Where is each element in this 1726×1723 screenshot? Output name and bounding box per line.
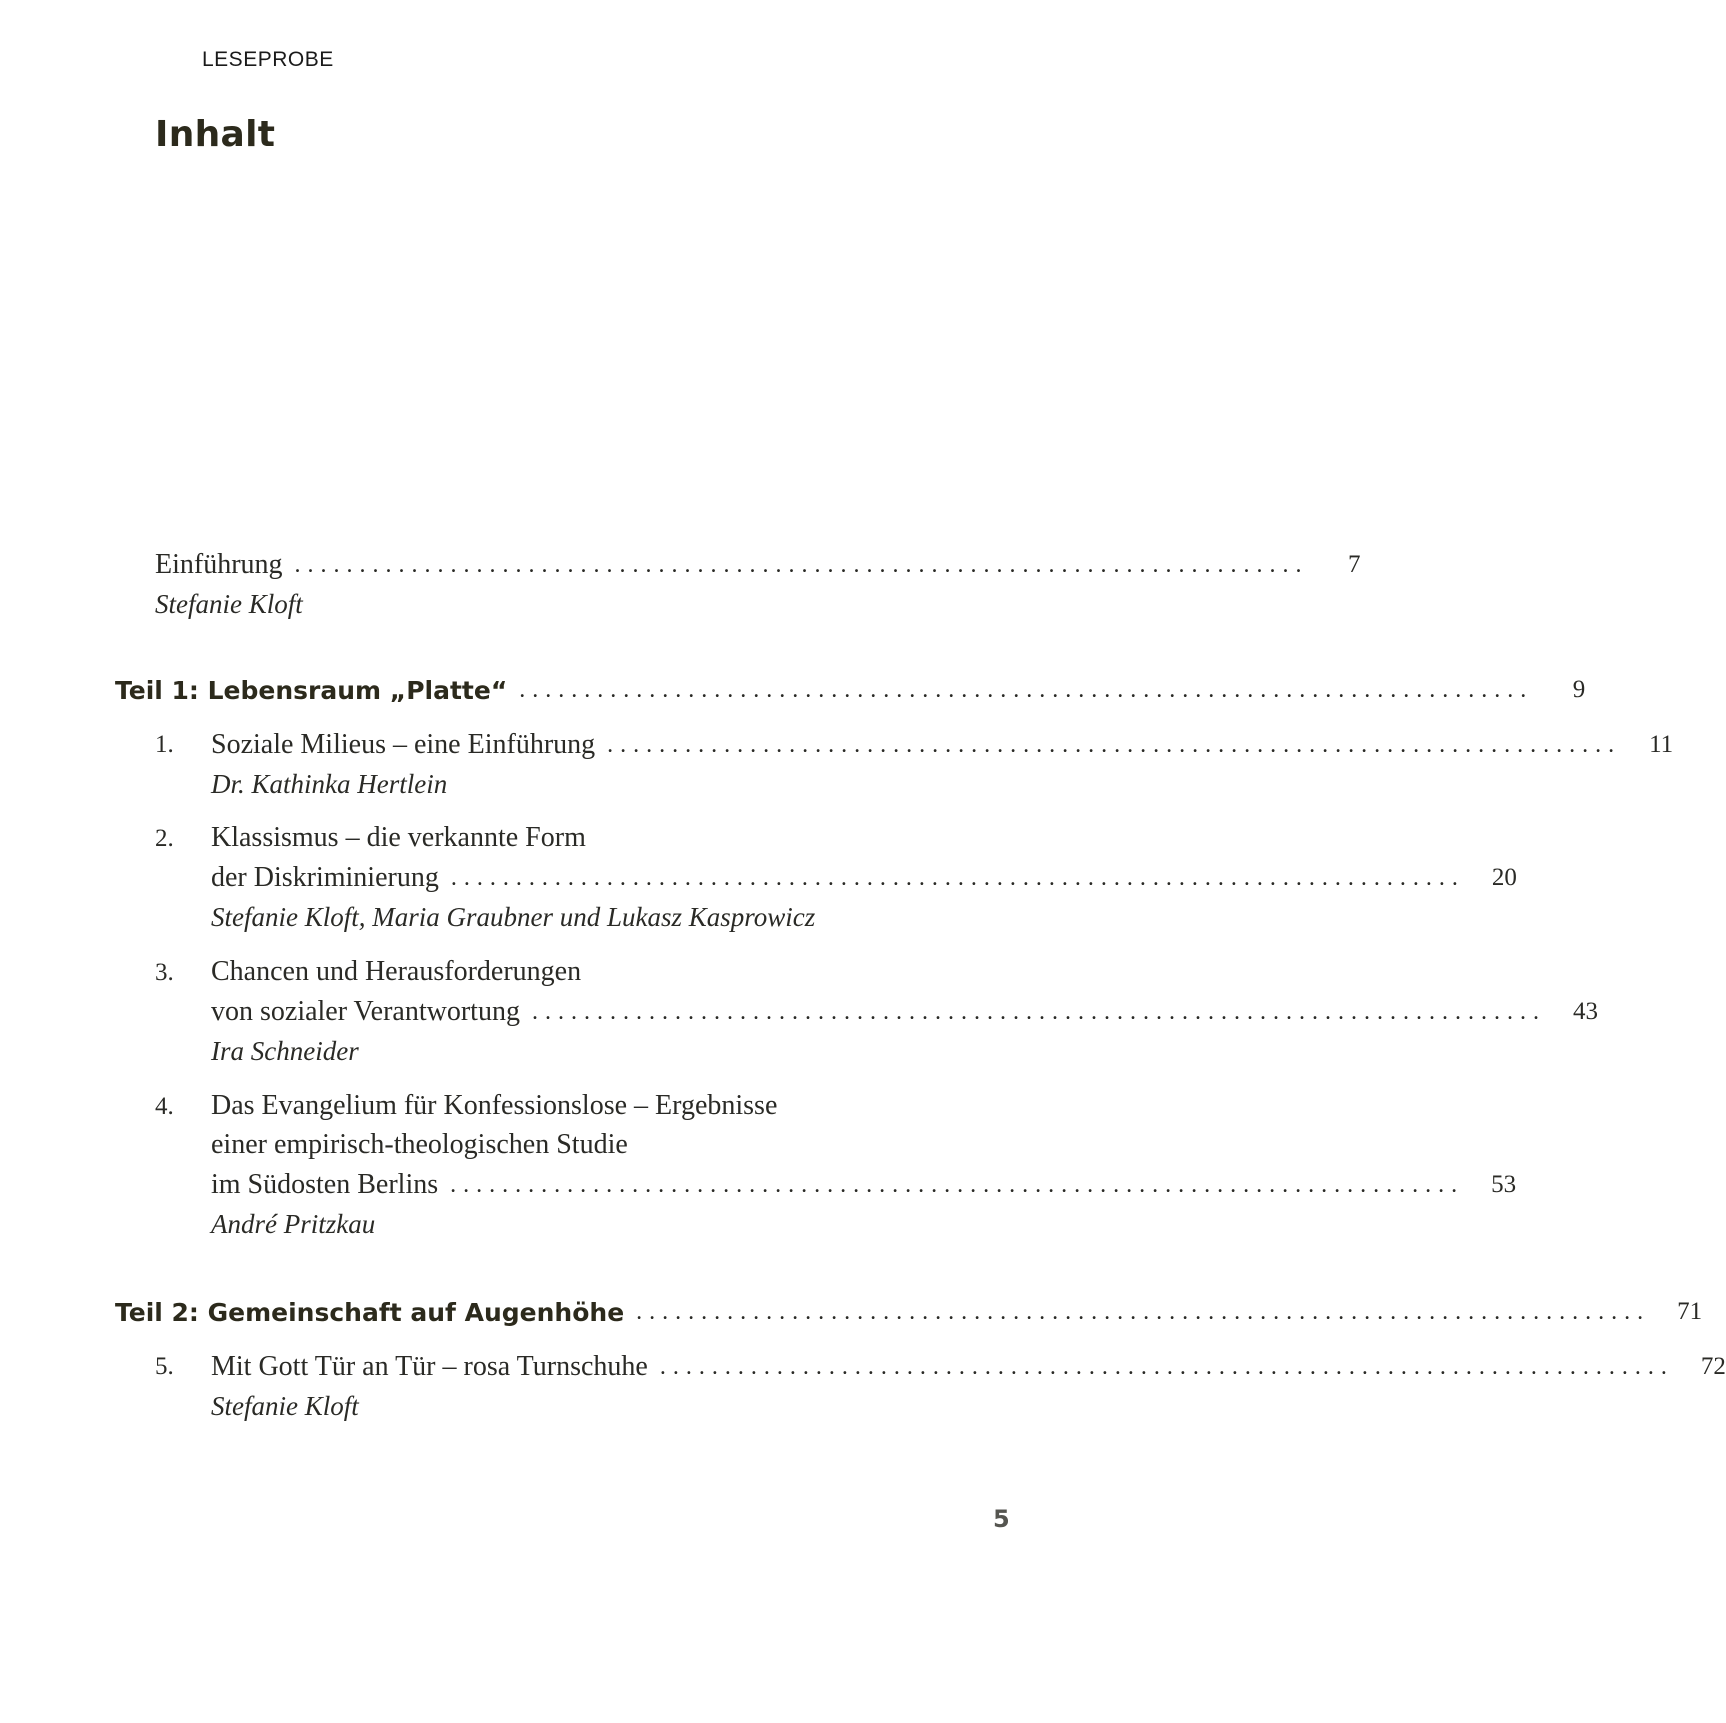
toc-chapter-number-line — [155, 952, 581, 992]
toc-part-title: Teil 1: Lebensraum „Platte“ — [115, 675, 508, 705]
toc-chapter-3[interactable] — [211, 992, 1598, 1032]
toc-chapter-author: Stefanie Kloft, Maria Graubner und Lukasz Kasprowicz — [211, 902, 816, 932]
toc-chapter-number: 2. — [155, 825, 174, 852]
toc-chapter-title-line: von sozialer Verantwortung — [211, 996, 520, 1027]
toc-chapter-4[interactable] — [211, 1165, 1517, 1205]
toc-chapter-title: Mit Gott Tür an Tür – rosa Turnschuhe — [211, 1351, 648, 1382]
dot-leader: .............................................................................. — [450, 864, 1465, 891]
toc-page-number: 11 — [1649, 731, 1674, 758]
dot-leader: .............................................................................. — [531, 998, 1546, 1025]
toc-chapter-number: 5. — [155, 1353, 174, 1380]
toc-chapter-number: 1. — [155, 731, 174, 758]
dot-leader: .............................................................................. — [294, 551, 1309, 578]
toc-part-2[interactable] — [115, 1292, 1703, 1332]
toc-page-number: 20 — [1491, 864, 1517, 891]
toc-page-number: 43 — [1572, 998, 1598, 1025]
toc-entry-title: Einführung — [155, 549, 283, 580]
toc-chapter-title: Soziale Milieus – eine Einführung — [211, 729, 596, 760]
toc-chapter-title-line: der Diskriminierung — [211, 862, 439, 893]
toc-page-number: 72 — [1700, 1353, 1726, 1380]
toc-chapter-number: 3. — [155, 959, 174, 986]
dot-leader: .............................................................................. — [519, 676, 1534, 703]
toc-chapter-1[interactable] — [155, 725, 1674, 765]
toc-chapter-2[interactable] — [211, 858, 1517, 898]
toc-page-number: 9 — [1572, 676, 1586, 703]
toc-page-number: 53 — [1491, 1171, 1517, 1198]
dot-leader: .............................................................................. — [659, 1353, 1674, 1380]
dot-leader: .............................................................................. — [607, 731, 1622, 758]
toc-chapter-author: Stefanie Kloft — [211, 1391, 359, 1421]
toc-chapter-number: 4. — [155, 1093, 174, 1120]
page-number: 5 — [993, 1505, 1010, 1533]
toc-page-number: 7 — [1348, 551, 1361, 578]
toc-entry-introduction[interactable] — [155, 545, 1361, 585]
toc-page-number: 71 — [1677, 1298, 1703, 1325]
dot-leader: .............................................................................. — [450, 1171, 1465, 1198]
toc-chapter-title-line: Das Evangelium für Konfessionslose – Ergebnisse — [211, 1090, 778, 1121]
toc-chapter-title-line: Chancen und Herausforderungen — [211, 956, 582, 987]
toc-part-title: Teil 2: Gemeinschaft auf Augenhöhe — [115, 1297, 625, 1327]
toc-entry-author: Stefanie Kloft — [155, 589, 303, 619]
dot-leader: .............................................................................. — [636, 1298, 1651, 1325]
toc-chapter-author: Ira Schneider — [211, 1036, 359, 1066]
toc-part-1[interactable] — [115, 670, 1586, 710]
toc-chapter-number-line — [155, 818, 586, 858]
toc-chapter-title-line: Klassismus – die verkannte Form — [211, 822, 586, 853]
toc-chapter-author: Dr. Kathinka Hertlein — [211, 769, 448, 799]
toc-chapter-title-line: im Südosten Berlins — [211, 1169, 439, 1200]
toc-chapter-number-line — [155, 1086, 777, 1126]
toc-chapter-5[interactable] — [155, 1347, 1726, 1387]
toc-chapter-title-line: einer empirisch-theologischen Studie — [211, 1129, 628, 1160]
page-title: Inhalt — [155, 114, 276, 155]
leseprobe-label: LESEPROBE — [202, 48, 334, 71]
toc-chapter-author: André Pritzkau — [211, 1209, 376, 1239]
